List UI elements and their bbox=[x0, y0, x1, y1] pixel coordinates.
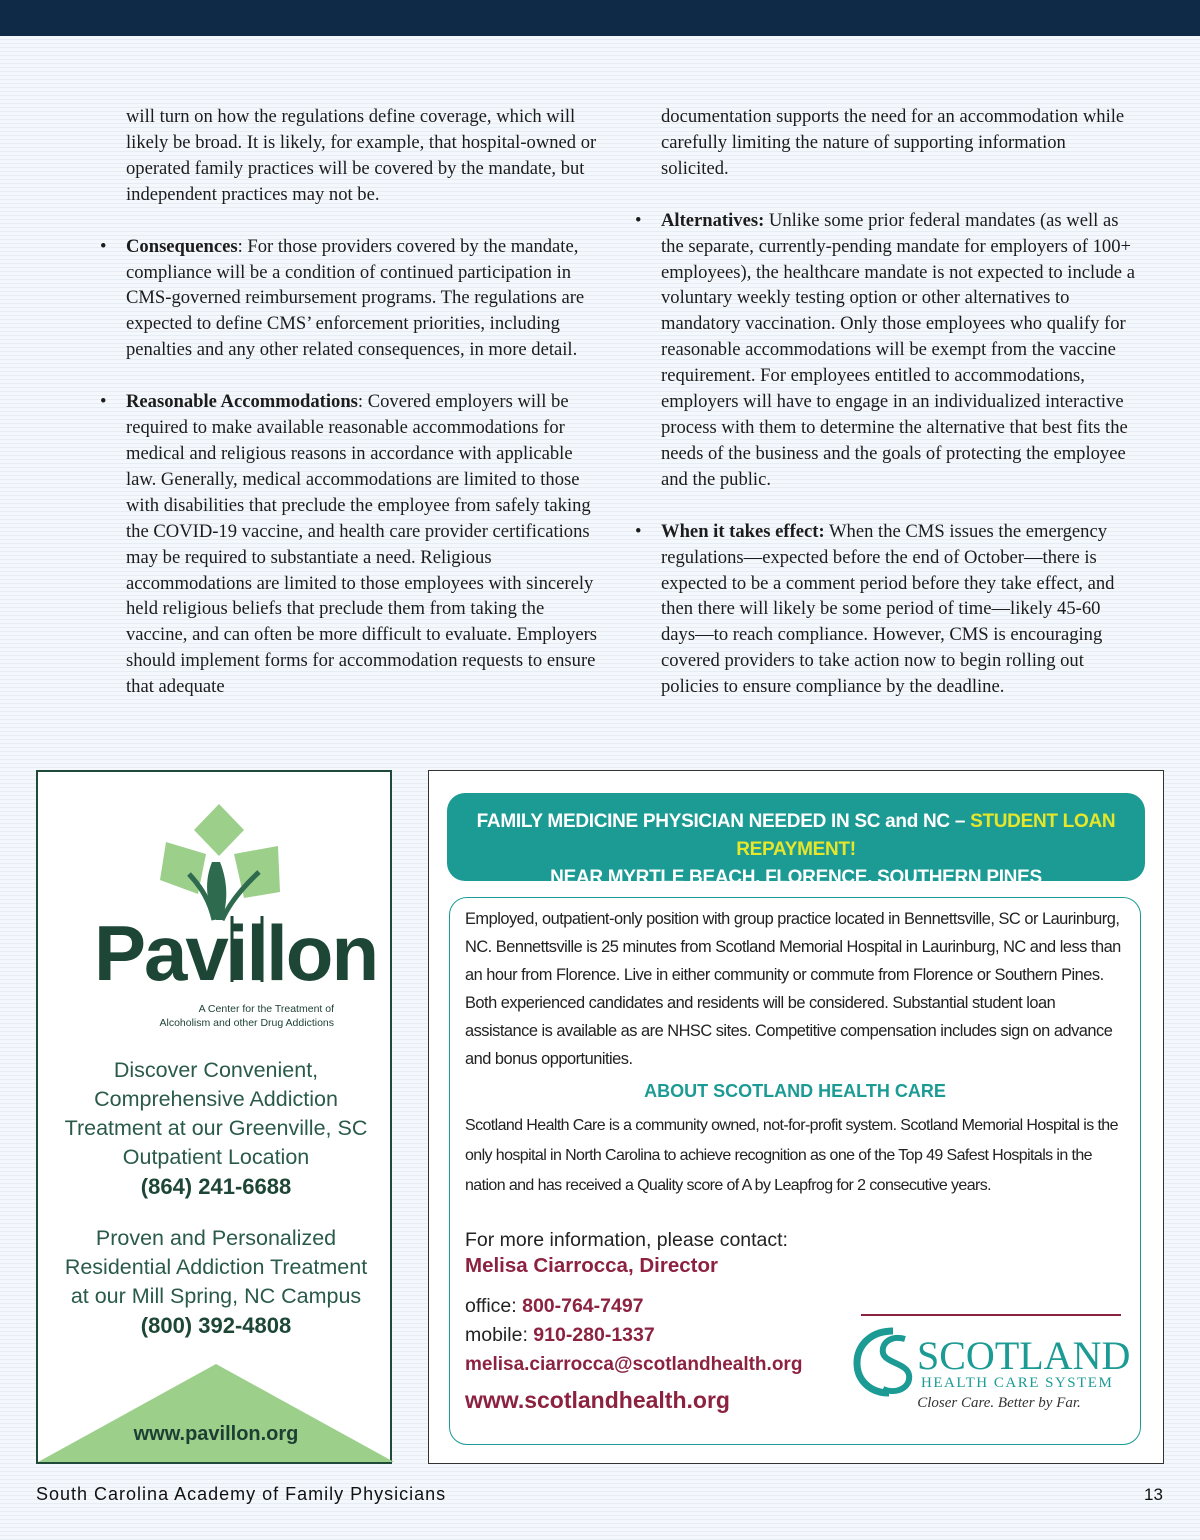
article-bullet-effective: • When it takes effect: When the CMS issues the emergency regulations—expected before the end of October—there is expected to be a comment period before they take effect, and then there will likely be some period of time—likely 45-60 days—to reach compliance. However, CMS is encouraging covered providers to take action now to begin rolling out policies to ensure compliance by the deadline. bbox=[635, 520, 1115, 698]
pavillon-tagline: A Center for the Treatment of Alcoholism and other Drug Addictions bbox=[159, 1003, 334, 1029]
email-link[interactable]: melisa.ciarrocca@scotlandhealth.org bbox=[465, 1354, 803, 1375]
footer-publication: South Carolina Academy of Family Physicians bbox=[36, 1484, 447, 1504]
svg-text:Pavillon: Pavillon bbox=[94, 909, 378, 997]
pavillon-phone-outpatient[interactable]: (864) 241-6688 bbox=[140, 1174, 292, 1199]
office-line[interactable]: office: 800-764-7497 bbox=[465, 1295, 644, 1317]
scotland-ad[interactable] bbox=[428, 770, 1164, 1464]
article-paragraph: will turn on how the regulations define coverage, which will likely be broad. It is likely, for example, that hospital-owned or operated family practices will be covered by the mandate, but independent practices may not be. bbox=[126, 106, 597, 205]
article-bullet-consequences: • Consequences: For those providers covered by the mandate, compliance will be a condition of continued participation in CMS-governed reimbursement programs. The regulations are expected to define CMS’ enforcement priorities, including penalties and any other related consequences, in more detail. bbox=[100, 235, 585, 361]
contact-name: Melisa Ciarrocca, Director bbox=[465, 1254, 718, 1277]
pavillon-logo bbox=[94, 802, 378, 1032]
contact-block bbox=[465, 1229, 865, 1414]
about-text: Scotland Health Care is a community owned, not-for-profit system. Scotland Memorial Hospital is the only hospital in North Carolina to achieve recognition as one of the Top 49 Safest Hospitals in the nation and has received a Quality score of A by Leapfrog for 2 consecutive years. bbox=[465, 1117, 1118, 1194]
svg-text:SCOTLAND: SCOTLAND bbox=[917, 1333, 1131, 1378]
pavillon-residential-block: Proven and Personalized Residential Addiction Treatment at our Mill Spring, NC Campus (800) 392-4808 bbox=[38, 1224, 394, 1340]
pavillon-website-link[interactable]: www.pavillon.org bbox=[133, 1423, 299, 1445]
about-heading: ABOUT SCOTLAND HEALTH CARE bbox=[644, 1081, 946, 1101]
job-banner: FAMILY MEDICINE PHYSICIAN NEEDED IN SC and NC – STUDENT LOAN REPAYMENT! NEAR MYRTLE BEACH, FLORENCE, SOUTHERN PINES bbox=[447, 793, 1145, 881]
pavillon-phone-residential[interactable]: (800) 392-4808 bbox=[140, 1313, 292, 1338]
mobile-line[interactable]: mobile: 910-280-1337 bbox=[465, 1324, 655, 1346]
article-paragraph: documentation supports the need for an accommodation while carefully limiting the nature of supporting information solicited. bbox=[661, 106, 1125, 179]
pavillon-outpatient-block: Discover Convenient, Comprehensive Addiction Treatment at our Greenville, SC Outpatient Location (864) 241-6688 bbox=[38, 1056, 394, 1201]
svg-text:HEALTH CARE SYSTEM: HEALTH CARE SYSTEM bbox=[921, 1375, 1114, 1391]
page-number: 13 bbox=[1144, 1485, 1163, 1504]
job-description: Employed, outpatient-only position with group practice located in Bennettsville, SC or Laurinburg, NC. Bennettsville is 25 minutes from Scotland Memorial Hospital in Laurinburg, NC and less than an hour from Florence. Live in either community or commute from Florence or Southern Pines. Both experienced candidates and residents will be considered. Substantial student loan assistance is available as are NHSC sites. Competitive compensation includes sign on advance and bonus opportunities. bbox=[465, 910, 1121, 1068]
pavillon-triangle-decoration bbox=[38, 1364, 394, 1462]
article-bullet-alternatives: • Alternatives: Unlike some prior federal mandates (as well as the separate, currently-pending mandate for employers of 100+ employees), the healthcare mandate is not expected to include a voluntary weekly testing option or other alternatives to mandatory vaccination. Only those employees who qualify for reasonable accommodations will be exempt from the vaccine requirement. For employees entitled to accommodations, employers will have to engage in an individualized interactive process with them to determine the alternative that best fits the needs of the business and the goals of protecting the employee and the public. bbox=[635, 209, 1135, 490]
contact-intro: For more information, please contact: bbox=[465, 1229, 788, 1251]
article-column-left bbox=[100, 104, 600, 726]
scotland-website-link[interactable]: www.scotlandhealth.org bbox=[465, 1387, 730, 1413]
scotland-tagline: Closer Care. Better by Far. bbox=[917, 1395, 1081, 1411]
article-bullet-accommodations: • Reasonable Accommodations: Covered employers will be required to make available reasonable accommodations for medical and religious reasons in accordance with applicable law. Generally, medical accommodations are limited to those with disabilities that preclude the employee from safely taking the COVID-19 vaccine, and health care provider certifications may be required to substantiate a need. Religious accommodations are limited to those employees with sincerely held religious beliefs that preclude them from taking the vaccine, and can often be more difficult to evaluate. Employers should implement forms for accommodation requests to ensure that adequate bbox=[100, 391, 598, 698]
top-header-bar bbox=[0, 0, 1200, 36]
article-column-right bbox=[635, 104, 1135, 726]
pavillon-ad[interactable] bbox=[36, 770, 392, 1464]
